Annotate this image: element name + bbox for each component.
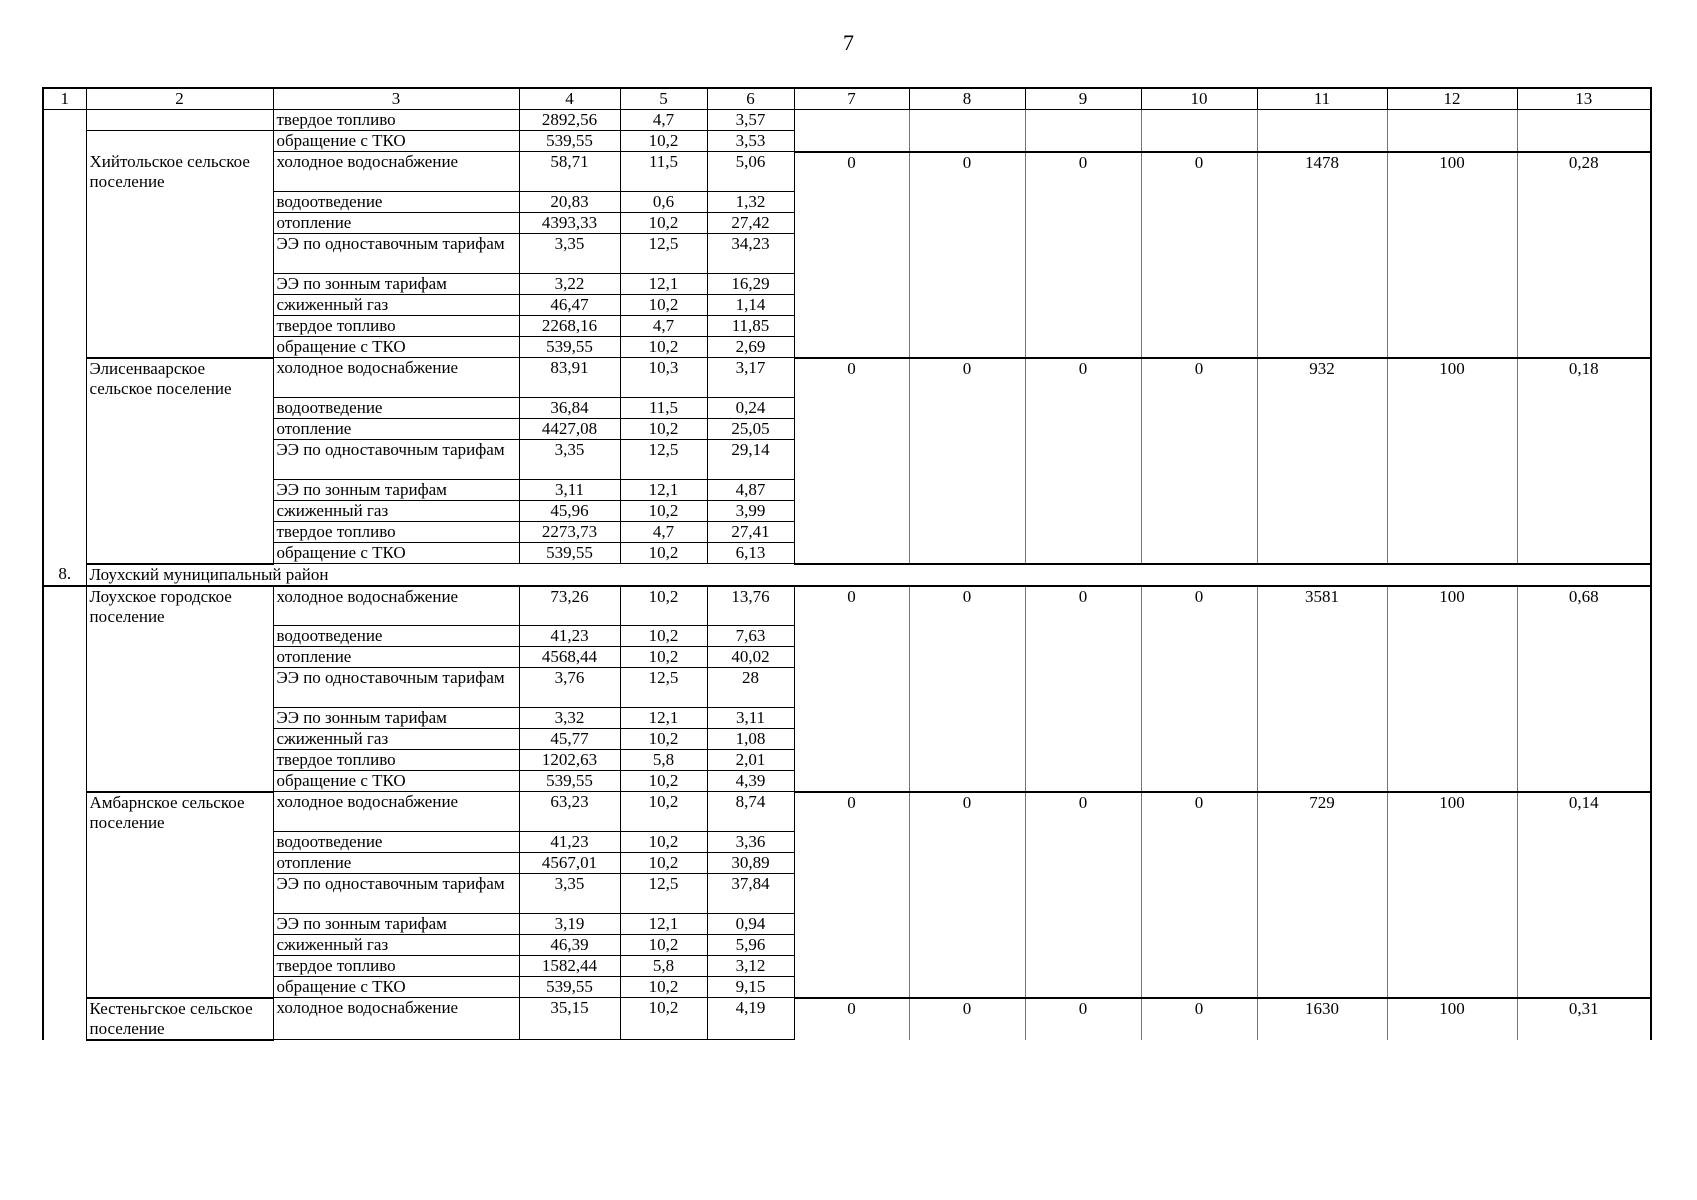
service-name: отопление (273, 853, 519, 874)
value-col13: 0,14 (1517, 792, 1651, 998)
value-col13: 0,31 (1517, 998, 1651, 1040)
cell-col11 (1257, 110, 1387, 131)
value-col5: 12,5 (620, 874, 707, 914)
cell-col12 (1387, 110, 1517, 131)
value-col4: 539,55 (519, 771, 620, 792)
service-name: холодное водоснабжение (273, 998, 519, 1040)
service-name: водоотведение (273, 192, 519, 213)
service-name: отопление (273, 213, 519, 234)
column-number-9: 9 (1025, 88, 1141, 110)
value-col10: 0 (1141, 792, 1257, 998)
value-col6: 2,01 (707, 750, 794, 771)
value-col5: 12,1 (620, 914, 707, 935)
value-col6: 3,53 (707, 131, 794, 152)
value-col12: 100 (1387, 792, 1517, 998)
value-col5: 4,7 (620, 316, 707, 337)
value-col6: 30,89 (707, 853, 794, 874)
service-name: водоотведение (273, 398, 519, 419)
service-name: сжиженный газ (273, 501, 519, 522)
value-col5: 10,2 (620, 729, 707, 750)
value-col6: 4,39 (707, 771, 794, 792)
value-col5: 12,5 (620, 234, 707, 274)
service-name: холодное водоснабжение (273, 358, 519, 398)
data-row (43, 586, 1651, 626)
service-name: твердое топливо (273, 522, 519, 543)
value-col6: 1,32 (707, 192, 794, 213)
cell-col12 (1387, 131, 1517, 152)
cell-col10 (1141, 131, 1257, 152)
value-col13: 0,18 (1517, 358, 1651, 564)
value-col6: 2,69 (707, 337, 794, 358)
value-col11: 1630 (1257, 998, 1387, 1040)
value-col5: 11,5 (620, 152, 707, 192)
value-col9: 0 (1025, 586, 1141, 792)
district-number: 8. (43, 564, 86, 586)
value-col4: 2273,73 (519, 522, 620, 543)
value-col5: 4,7 (620, 522, 707, 543)
value-col5: 10,2 (620, 792, 707, 832)
cell-col13 (1517, 110, 1651, 131)
value-col5: 10,2 (620, 543, 707, 564)
value-col8: 0 (909, 152, 1025, 358)
value-col6: 3,11 (707, 708, 794, 729)
value-col4: 3,19 (519, 914, 620, 935)
value-col4: 3,35 (519, 440, 620, 480)
column-number-6: 6 (707, 88, 794, 110)
value-col4: 4567,01 (519, 853, 620, 874)
value-col6: 25,05 (707, 419, 794, 440)
service-name: твердое топливо (273, 110, 519, 131)
cell-col13 (1517, 131, 1651, 152)
value-col11: 729 (1257, 792, 1387, 998)
value-col5: 10,2 (620, 853, 707, 874)
service-name: отопление (273, 647, 519, 668)
value-col4: 2268,16 (519, 316, 620, 337)
value-col5: 5,8 (620, 750, 707, 771)
value-col5: 10,2 (620, 337, 707, 358)
service-name: ЭЭ по зонным тарифам (273, 274, 519, 295)
value-col8: 0 (909, 792, 1025, 998)
column-number-3: 3 (273, 88, 519, 110)
value-col10: 0 (1141, 586, 1257, 792)
value-col4: 83,91 (519, 358, 620, 398)
value-col4: 41,23 (519, 626, 620, 647)
value-col4: 46,39 (519, 935, 620, 956)
value-col4: 58,71 (519, 152, 620, 192)
cell-col7 (794, 131, 909, 152)
service-name: твердое топливо (273, 956, 519, 977)
column-number-13: 13 (1517, 88, 1651, 110)
column-number-10: 10 (1141, 88, 1257, 110)
cell-col8 (909, 110, 1025, 131)
value-col4: 3,22 (519, 274, 620, 295)
value-col11: 1478 (1257, 152, 1387, 358)
value-col6: 0,94 (707, 914, 794, 935)
value-col6: 13,76 (707, 586, 794, 626)
value-col4: 20,83 (519, 192, 620, 213)
service-name: ЭЭ по одноставочным тарифам (273, 234, 519, 274)
service-name: обращение с ТКО (273, 543, 519, 564)
value-col6: 3,57 (707, 110, 794, 131)
data-row (43, 998, 1651, 1040)
cell-col7 (794, 110, 909, 131)
data-row (43, 792, 1651, 832)
column-number-2: 2 (86, 88, 273, 110)
value-col12: 100 (1387, 586, 1517, 792)
service-name: холодное водоснабжение (273, 792, 519, 832)
value-col12: 100 (1387, 998, 1517, 1040)
value-col6: 4,87 (707, 480, 794, 501)
cell-number (43, 152, 86, 358)
value-col6: 3,36 (707, 832, 794, 853)
data-row (43, 358, 1651, 398)
value-col6: 28 (707, 668, 794, 708)
tariff-table (42, 87, 1652, 1041)
column-number-1: 1 (43, 88, 86, 110)
value-col7: 0 (794, 586, 909, 792)
service-name: холодное водоснабжение (273, 152, 519, 192)
value-col5: 10,2 (620, 977, 707, 998)
value-col8: 0 (909, 586, 1025, 792)
value-col5: 0,6 (620, 192, 707, 213)
value-col4: 41,23 (519, 832, 620, 853)
carry-row (43, 131, 1651, 152)
cell-number (43, 131, 86, 152)
service-name: ЭЭ по одноставочным тарифам (273, 668, 519, 708)
value-col4: 4393,33 (519, 213, 620, 234)
value-col7: 0 (794, 792, 909, 998)
cell-col9 (1025, 131, 1141, 152)
value-col5: 10,2 (620, 998, 707, 1040)
value-col11: 3581 (1257, 586, 1387, 792)
value-col4: 63,23 (519, 792, 620, 832)
value-col5: 5,8 (620, 956, 707, 977)
value-col6: 8,74 (707, 792, 794, 832)
value-col4: 3,35 (519, 234, 620, 274)
value-col4: 46,47 (519, 295, 620, 316)
value-col13: 0,28 (1517, 152, 1651, 358)
value-col5: 10,2 (620, 832, 707, 853)
value-col4: 45,96 (519, 501, 620, 522)
value-col13: 0,68 (1517, 586, 1651, 792)
value-col4: 3,76 (519, 668, 620, 708)
cell-col11 (1257, 131, 1387, 152)
value-col6: 27,41 (707, 522, 794, 543)
value-col7: 0 (794, 152, 909, 358)
value-col4: 3,35 (519, 874, 620, 914)
service-name: твердое топливо (273, 316, 519, 337)
value-col6: 3,12 (707, 956, 794, 977)
value-col5: 12,1 (620, 708, 707, 729)
value-col12: 100 (1387, 358, 1517, 564)
value-col7: 0 (794, 358, 909, 564)
value-col6: 16,29 (707, 274, 794, 295)
column-number-7: 7 (794, 88, 909, 110)
value-col12: 100 (1387, 152, 1517, 358)
service-name: сжиженный газ (273, 935, 519, 956)
service-name: обращение с ТКО (273, 131, 519, 152)
service-name: сжиженный газ (273, 729, 519, 750)
value-col6: 7,63 (707, 626, 794, 647)
value-col5: 10,3 (620, 358, 707, 398)
value-col9: 0 (1025, 998, 1141, 1040)
value-col6: 1,08 (707, 729, 794, 750)
service-name: водоотведение (273, 626, 519, 647)
value-col9: 0 (1025, 358, 1141, 564)
value-col6: 3,99 (707, 501, 794, 522)
value-col5: 10,2 (620, 586, 707, 626)
value-col4: 45,77 (519, 729, 620, 750)
value-col10: 0 (1141, 358, 1257, 564)
data-row (43, 152, 1651, 192)
value-col4: 539,55 (519, 131, 620, 152)
value-col6: 6,13 (707, 543, 794, 564)
value-col6: 34,23 (707, 234, 794, 274)
value-col6: 29,14 (707, 440, 794, 480)
value-col6: 27,42 (707, 213, 794, 234)
value-col6: 9,15 (707, 977, 794, 998)
value-col4: 35,15 (519, 998, 620, 1040)
service-name: ЭЭ по зонным тарифам (273, 708, 519, 729)
service-name: ЭЭ по зонным тарифам (273, 480, 519, 501)
service-name: обращение с ТКО (273, 977, 519, 998)
settlement-name: Элисенваарское сельское поселение (86, 358, 273, 564)
value-col11: 932 (1257, 358, 1387, 564)
value-col6: 5,96 (707, 935, 794, 956)
value-col4: 539,55 (519, 543, 620, 564)
cell-number (43, 998, 86, 1040)
value-col5: 10,2 (620, 501, 707, 522)
value-col8: 0 (909, 998, 1025, 1040)
value-col5: 10,2 (620, 419, 707, 440)
value-col5: 12,5 (620, 440, 707, 480)
value-col6: 4,19 (707, 998, 794, 1040)
service-name: твердое топливо (273, 750, 519, 771)
value-col9: 0 (1025, 792, 1141, 998)
value-col4: 1582,44 (519, 956, 620, 977)
cell-col8 (909, 131, 1025, 152)
value-col5: 10,2 (620, 935, 707, 956)
cell-number (43, 792, 86, 998)
service-name: обращение с ТКО (273, 771, 519, 792)
column-number-12: 12 (1387, 88, 1517, 110)
service-name: ЭЭ по одноставочным тарифам (273, 874, 519, 914)
value-col6: 40,02 (707, 647, 794, 668)
column-number-8: 8 (909, 88, 1025, 110)
carry-row (43, 110, 1651, 131)
value-col4: 3,32 (519, 708, 620, 729)
value-col6: 37,84 (707, 874, 794, 914)
cell-settlement (86, 131, 273, 152)
value-col6: 1,14 (707, 295, 794, 316)
service-name: холодное водоснабжение (273, 586, 519, 626)
value-col10: 0 (1141, 998, 1257, 1040)
value-col5: 12,1 (620, 274, 707, 295)
value-col6: 0,24 (707, 398, 794, 419)
value-col7: 0 (847, 998, 856, 1018)
value-col5: 11,5 (620, 398, 707, 419)
cell-col9 (1025, 110, 1141, 131)
value-col4: 73,26 (519, 586, 620, 626)
cell-number (43, 110, 86, 131)
value-col4: 539,55 (519, 977, 620, 998)
settlement-name: Лоухское городское поселение (86, 586, 273, 792)
value-col4: 4427,08 (519, 419, 620, 440)
value-col4: 1202,63 (519, 750, 620, 771)
service-name: ЭЭ по одноставочным тарифам (273, 440, 519, 480)
column-number-5: 5 (620, 88, 707, 110)
value-col4: 539,55 (519, 337, 620, 358)
value-col6: 3,17 (707, 358, 794, 398)
service-name: сжиженный газ (273, 295, 519, 316)
value-col8: 0 (909, 358, 1025, 564)
district-row (43, 564, 1651, 586)
value-col5: 10,2 (620, 647, 707, 668)
value-col5: 12,5 (620, 668, 707, 708)
value-col5: 4,7 (620, 110, 707, 131)
service-name: обращение с ТКО (273, 337, 519, 358)
value-col5: 10,2 (620, 295, 707, 316)
column-number-11: 11 (1257, 88, 1387, 110)
value-col4: 4568,44 (519, 647, 620, 668)
settlement-name: Хийтольское сельское поселение (86, 152, 273, 358)
value-col10: 0 (1141, 152, 1257, 358)
settlement-name: Амбарнское сельское поселение (86, 792, 273, 998)
cell-col10 (1141, 110, 1257, 131)
value-col5: 10,2 (620, 626, 707, 647)
value-col5: 12,1 (620, 480, 707, 501)
cell-number (43, 586, 86, 792)
cell-number (43, 358, 86, 564)
header-row (43, 88, 1651, 110)
value-col4: 2892,56 (519, 110, 620, 131)
value-col4: 36,84 (519, 398, 620, 419)
value-col5: 10,2 (620, 771, 707, 792)
service-name: ЭЭ по зонным тарифам (273, 914, 519, 935)
district-name: Лоухский муниципальный район (86, 564, 1651, 586)
page-number: 7 (843, 30, 854, 55)
value-col6: 5,06 (707, 152, 794, 192)
value-col5: 10,2 (620, 131, 707, 152)
cell-settlement (86, 110, 273, 131)
value-col6: 11,85 (707, 316, 794, 337)
value-col9: 0 (1025, 152, 1141, 358)
service-name: водоотведение (273, 832, 519, 853)
service-name: отопление (273, 419, 519, 440)
settlement-name: Кестеньгское сельское поселение (86, 998, 273, 1040)
column-number-4: 4 (519, 88, 620, 110)
value-col4: 3,11 (519, 480, 620, 501)
value-col5: 10,2 (620, 213, 707, 234)
